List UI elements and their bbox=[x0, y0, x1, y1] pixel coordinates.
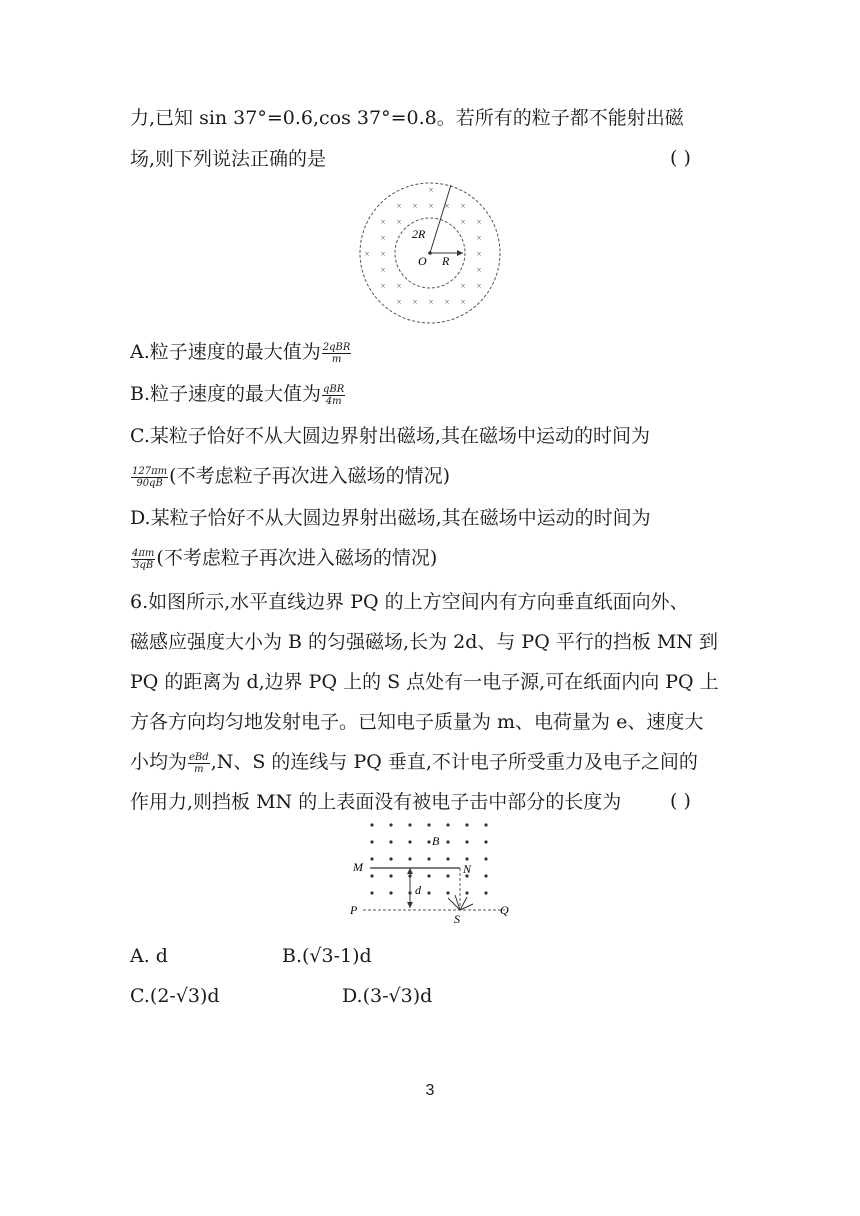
field-dot-icon bbox=[446, 891, 449, 894]
q5-option-a-fraction bbox=[322, 342, 352, 365]
field-cross-icon: × bbox=[412, 201, 418, 211]
field-dot-icon bbox=[408, 840, 411, 843]
q6-stem-line3: PQ 的距离为 d,边界 PQ 上的 S 点处有一电子源,可在纸面内向 PQ 上 bbox=[130, 671, 719, 693]
field-dot-icon bbox=[465, 823, 468, 826]
q6-answer-bracket: ( ) bbox=[670, 790, 691, 812]
field-dot-icon bbox=[389, 857, 392, 860]
q6-fig-label-P: P bbox=[350, 903, 358, 917]
field-dot-icon bbox=[484, 874, 487, 877]
q6-line5-den: m bbox=[194, 763, 204, 775]
field-dot-icon bbox=[427, 857, 430, 860]
q5-option-d-tail: (不考虑粒子再次进入磁场的情况) bbox=[156, 547, 438, 569]
field-cross-icon: × bbox=[396, 201, 402, 211]
q5-option-d-line2 bbox=[130, 546, 437, 571]
q5-option-b-num: qBR bbox=[323, 383, 345, 395]
q6-fig-label-d: d bbox=[415, 883, 421, 897]
q5-option-d-den: 3qB bbox=[133, 559, 154, 571]
field-dot-icon bbox=[408, 857, 411, 860]
q6-line5-num: eBd bbox=[189, 751, 209, 763]
q6-stem-line6: 作用力,则挡板 MN 的上表面没有被电子击中部分的长度为 bbox=[130, 791, 622, 813]
q5-fig-label-O: O bbox=[418, 254, 427, 268]
q5-option-c-fraction bbox=[131, 466, 168, 489]
q6-fig-label-B: B bbox=[432, 834, 440, 848]
q6-line5-head: 小均为 bbox=[130, 751, 188, 773]
field-dot-icon bbox=[484, 891, 487, 894]
q5-option-c-tail: (不考虑粒子再次进入磁场的情况) bbox=[169, 465, 450, 487]
q5-option-c-line1: C.某粒子恰好不从大圆边界射出磁场,其在磁场中运动的时间为 bbox=[130, 425, 650, 447]
field-cross-icon: × bbox=[380, 281, 386, 291]
field-dot-icon bbox=[389, 840, 392, 843]
field-cross-icon: × bbox=[460, 297, 466, 307]
q5-option-c-num: 127πm bbox=[132, 465, 168, 477]
field-cross-icon: × bbox=[364, 249, 370, 259]
field-dot-icon bbox=[484, 840, 487, 843]
q5-option-a bbox=[130, 340, 352, 365]
field-cross-icon: × bbox=[380, 265, 386, 275]
field-cross-icon: × bbox=[396, 217, 402, 227]
field-cross-icon: × bbox=[444, 297, 450, 307]
field-cross-icon: × bbox=[476, 265, 482, 275]
q6-stem-line4: 方各方向均匀地发射电子。已知电子质量为 m、电荷量为 e、速度大 bbox=[130, 711, 704, 733]
page-number: 3 bbox=[425, 1082, 435, 1099]
field-dot-icon bbox=[465, 840, 468, 843]
field-cross-icon: × bbox=[476, 281, 482, 291]
field-dot-icon bbox=[408, 823, 411, 826]
q5-option-c-den: 90qB bbox=[136, 477, 163, 489]
field-dot-icon bbox=[465, 891, 468, 894]
field-cross-icon: × bbox=[428, 201, 434, 211]
q6-fig-label-Q: Q bbox=[500, 903, 509, 917]
field-cross-icon: × bbox=[460, 217, 466, 227]
field-dot-icon bbox=[484, 823, 487, 826]
q5-fig-label-2R: 2R bbox=[412, 227, 426, 241]
q5-option-d-line1: D.某粒子恰好不从大圆边界射出磁场,其在磁场中运动的时间为 bbox=[130, 507, 651, 529]
q6-fig-label-S: S bbox=[454, 912, 460, 926]
q5-option-a-text: A.粒子速度的最大值为 bbox=[130, 341, 321, 363]
field-dot-icon bbox=[370, 891, 373, 894]
field-dot-icon bbox=[427, 840, 430, 843]
field-dot-icon bbox=[370, 874, 373, 877]
field-cross-icon: × bbox=[428, 185, 434, 195]
field-dot-icon bbox=[446, 823, 449, 826]
field-cross-icon: × bbox=[444, 201, 450, 211]
q5-option-b-den: 4m bbox=[325, 395, 342, 407]
q5-option-b-text: B.粒子速度的最大值为 bbox=[130, 383, 322, 405]
field-dot-icon bbox=[427, 891, 430, 894]
field-dot-icon bbox=[427, 874, 430, 877]
q6-option-c: C.(2-√3)d bbox=[130, 985, 220, 1007]
field-cross-icon: × bbox=[476, 217, 482, 227]
q5-option-b-fraction bbox=[322, 384, 345, 407]
q5-stem-line1: 力,已知 sin 37°=0.6,cos 37°=0.8。若所有的粒子都不能射出磁 bbox=[130, 107, 684, 129]
q5-option-c-line2 bbox=[130, 464, 450, 489]
field-cross-icon: × bbox=[396, 281, 402, 291]
q6-stem-line2: 磁感应强度大小为 B 的匀强磁场,长为 2d、与 PQ 平行的挡板 MN 到 bbox=[130, 631, 718, 653]
field-cross-icon: × bbox=[412, 297, 418, 307]
field-dot-icon bbox=[370, 857, 373, 860]
q6-fig-label-M: M bbox=[353, 860, 363, 874]
field-cross-icon: × bbox=[460, 281, 466, 291]
q6-option-d: D.(3-√3)d bbox=[342, 985, 433, 1007]
q6-option-a: A. d bbox=[130, 945, 168, 967]
q5-magnetic-ring-figure bbox=[355, 178, 505, 328]
q5-option-b bbox=[130, 382, 346, 407]
q5-option-d-fraction bbox=[131, 548, 155, 571]
field-dot-icon bbox=[484, 857, 487, 860]
q5-answer-bracket: ( ) bbox=[670, 147, 691, 169]
field-dot-icon bbox=[446, 874, 449, 877]
field-dot-icon bbox=[370, 823, 373, 826]
field-cross-icon: × bbox=[460, 201, 466, 211]
field-cross-icon: × bbox=[428, 297, 434, 307]
q6-baffle-figure bbox=[345, 815, 515, 927]
field-dot-icon bbox=[389, 823, 392, 826]
q6-line5-fraction bbox=[188, 752, 210, 775]
q5-option-a-den: m bbox=[331, 353, 342, 365]
q5-fig-label-R: R bbox=[442, 254, 450, 268]
q5-option-a-num: 2qBR bbox=[322, 341, 351, 353]
field-dot-icon bbox=[389, 874, 392, 877]
field-dot-icon bbox=[389, 891, 392, 894]
q6-stem-line5 bbox=[130, 750, 698, 775]
field-cross-icon: × bbox=[380, 217, 386, 227]
q5-stem-line2: 场,则下列说法正确的是 bbox=[130, 148, 327, 170]
q6-line5-tail: ,N、S 的连线与 PQ 垂直,不计电子所受重力及电子之间的 bbox=[210, 751, 698, 773]
field-dot-icon bbox=[465, 857, 468, 860]
q5-option-d-num: 4πm bbox=[132, 547, 155, 559]
field-dot-icon bbox=[427, 823, 430, 826]
field-cross-icon: × bbox=[380, 233, 386, 243]
field-cross-icon: × bbox=[396, 297, 402, 307]
field-dot-icon bbox=[446, 840, 449, 843]
field-cross-icon: × bbox=[476, 249, 482, 259]
field-dot-icon bbox=[370, 840, 373, 843]
q6-stem-line1: 6.如图所示,水平直线边界 PQ 的上方空间内有方向垂直纸面向外、 bbox=[130, 591, 689, 613]
q6-option-b: B.(√3-1)d bbox=[282, 945, 372, 967]
q6-fig-label-N: N bbox=[463, 862, 472, 876]
field-cross-icon: × bbox=[476, 233, 482, 243]
field-dot-icon bbox=[446, 857, 449, 860]
field-cross-icon: × bbox=[380, 249, 386, 259]
